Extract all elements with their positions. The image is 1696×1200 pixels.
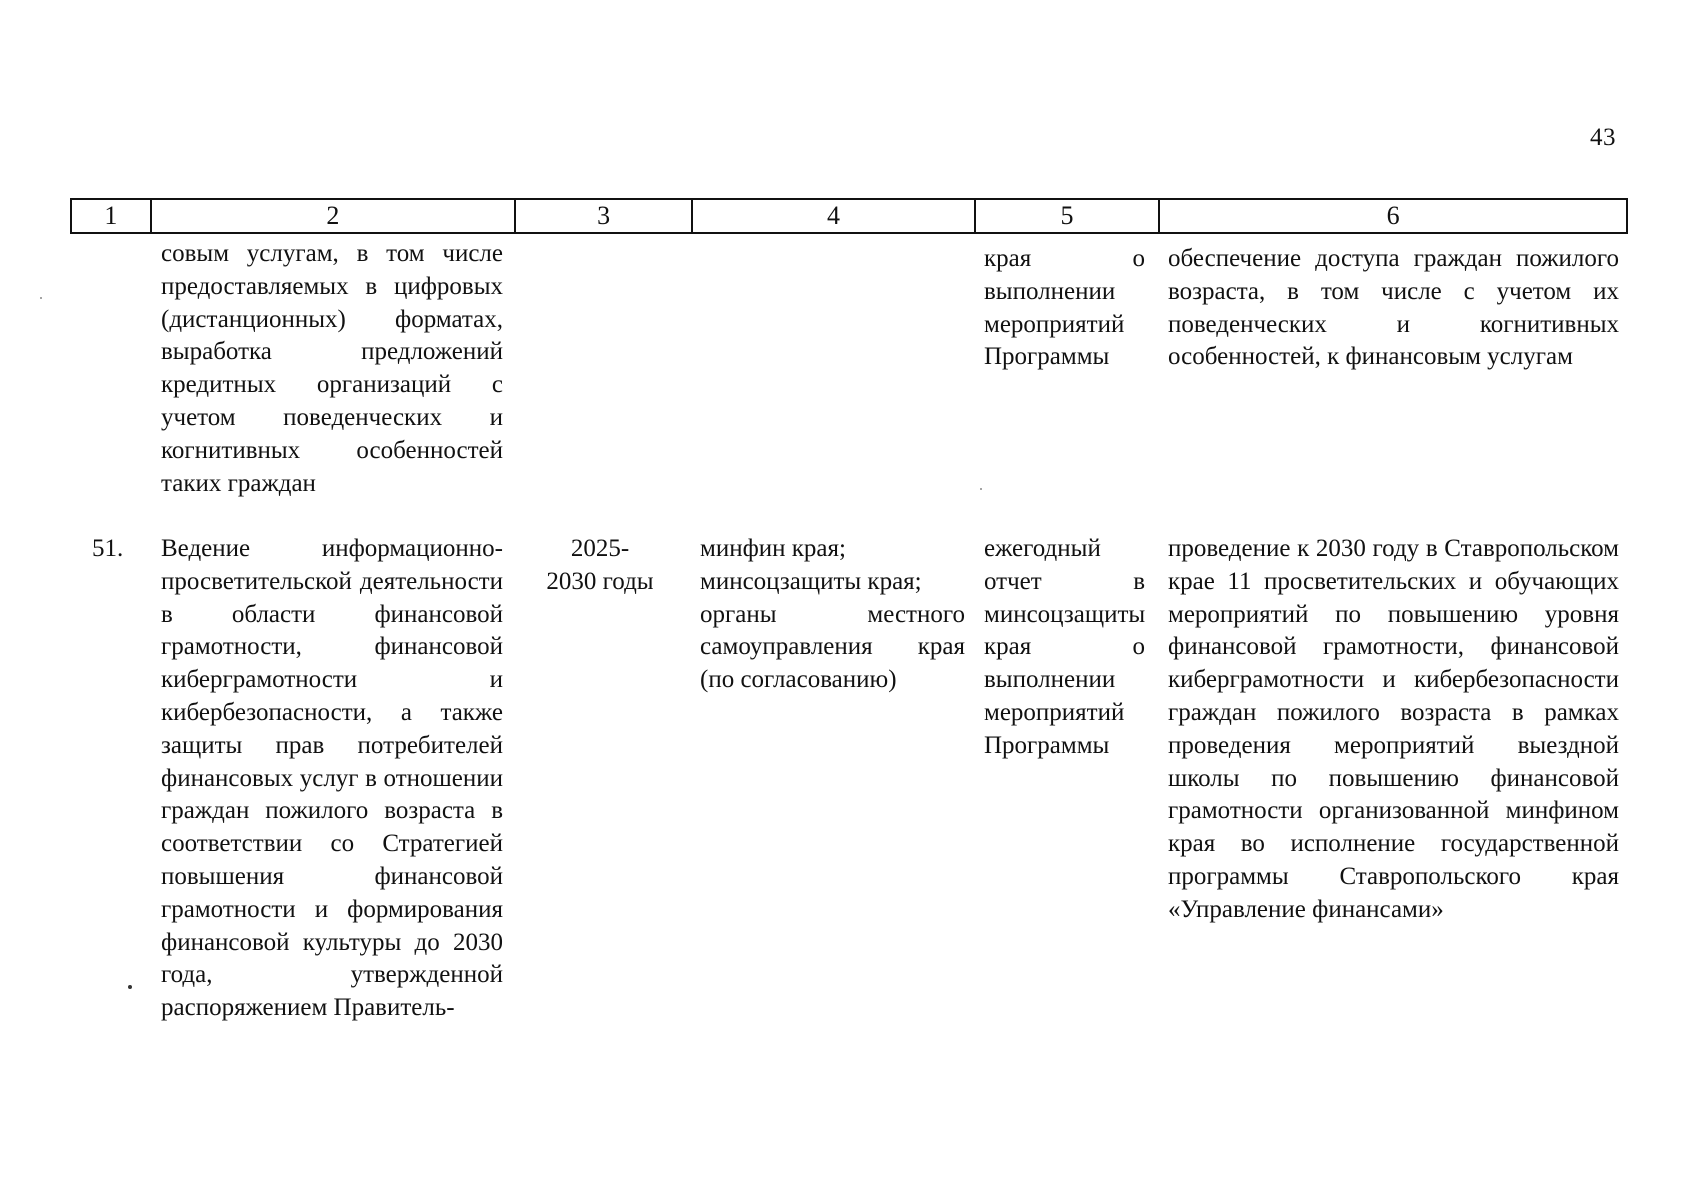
row-51-result: проведение к 2030 году в Ставропольском крае 11 просветительских и обучающих мероприятий по повышению уровня финансовой грамотности, финансовой киберграмотности и кибербезопасности граждан пожилого возраста в рамках проведения мероприятий выездной школы по повышению финансовой грамотности организованной минфином края во исполнение государственной программы Ставропольского края «Управление финансами» (1168, 535, 1619, 923)
header-col-4: 4 (693, 200, 975, 232)
header-col-6: 6 (1386, 201, 1400, 230)
continued-row-result: обеспечение доступа граждан пожилого возраста, в том числе с учетом их поведенческих и когнитивных особенностей, к финансовым услугам (1168, 245, 1619, 371)
continued-row-description: совым услугам, в том числе предоставляемых в цифровых (дистанционных) форматах, выработка предложений кредитных организаций с учетом поведенческих и когнитивных особенностей таких граждан (161, 240, 503, 497)
header-col-2: 2 (152, 200, 516, 232)
header-col-3: 3 (516, 200, 694, 232)
scan-speck (128, 985, 132, 989)
row-51-report: ежегодный отчет в минсоцзащиты края о выполнении мероприятий Программы (984, 535, 1146, 759)
row-number: 51. (92, 535, 124, 562)
scan-speck (980, 488, 982, 490)
row-51-description: Ведение информационно-просветительской деятельности в области финансовой грамотности, финансовой киберграмотности и кибербезопасности, а также защиты прав потребителей финансовых услуг в отношении граждан пожилого возраста в соответствии со Стратегией повышения финансовой грамотности и формирования финансовой культуры до 2030 года, утвержденной распоряжением Правитель- (161, 535, 503, 1022)
header-col-1: 1 (72, 200, 152, 232)
table-header-row (70, 198, 1628, 234)
row-51-executors: минфин края; минсоцзащиты края; органы местного самоуправления края (по согласованию) (700, 535, 965, 694)
header-col-5: 5 (976, 200, 1161, 232)
row-51-period: 2025- 2030 годы (546, 535, 654, 595)
page-number: 43 (1590, 124, 1616, 151)
scan-speck (40, 297, 42, 299)
continued-row-report: края о выполнении мероприятий Программы (984, 245, 1145, 371)
